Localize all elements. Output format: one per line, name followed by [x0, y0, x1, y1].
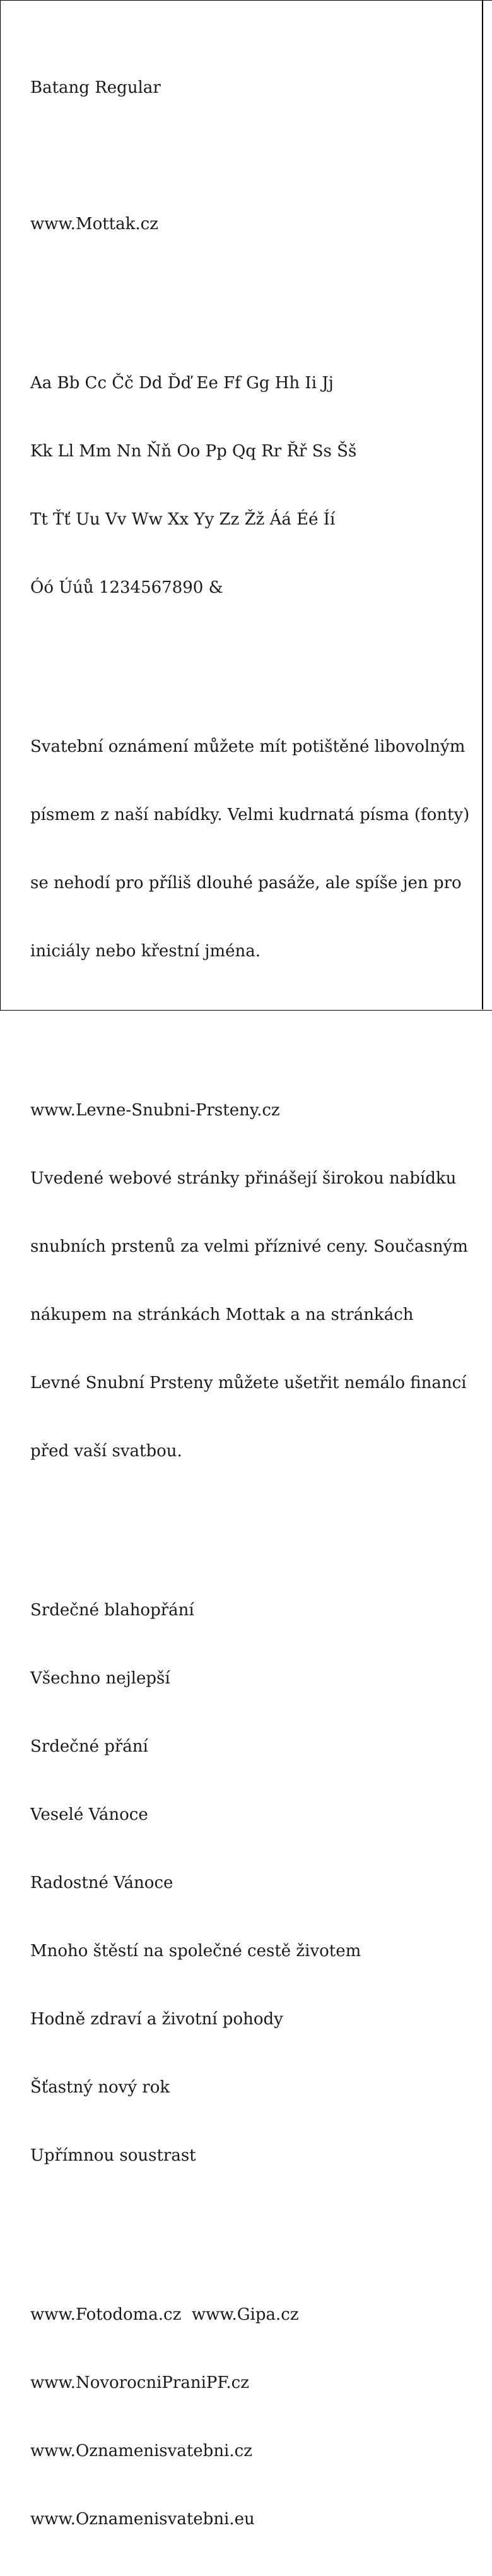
paragraph-line: písmem z naší nabídky. Velmi kudrnatá písma (fonty)	[30, 805, 470, 824]
paragraph-line: nákupem na stránkách Mottak a na stránkách	[30, 1305, 414, 1324]
link-line: www.Oznamenisvatebni.cz	[30, 2442, 252, 2460]
greeting-line: Všechno nejlepší	[30, 1669, 170, 1688]
link-line: www.NovorocniPraniPF.cz	[30, 2373, 249, 2392]
link-line: www.Fotodoma.cz www.Gipa.cz	[30, 2305, 299, 2324]
alphabet-line: Tt Ťť Uu Vv Ww Xx Yy Zz Žž Áá Éé Íí	[30, 510, 336, 529]
paragraph-line: se nehodí pro příliš dlouhé pasáže, ale spíše jen pro	[30, 874, 462, 893]
site-link: www.Mottak.cz	[30, 215, 158, 234]
greeting-line: Mnoho štěstí na společné cestě životem	[30, 1942, 361, 1961]
font-title: Batang Regular	[30, 78, 161, 97]
paragraph-line: Svatební oznámení můžete mít potištěné libovolným	[30, 737, 466, 756]
spacer	[30, 1508, 469, 1531]
greeting-line: Veselé Vánoce	[30, 1805, 148, 1824]
greeting-line: Radostné Vánoce	[30, 1873, 173, 1892]
paragraph-line: Levné Snubní Prsteny můžete ušetřit nemálo financí	[30, 1374, 467, 1392]
link-line: www.Oznamenisvatebni.eu	[30, 2510, 255, 2529]
spacer	[30, 2212, 469, 2235]
paragraph-line: Uvedené webové stránky přinášejí širokou nabídku	[30, 1169, 457, 1188]
spacer	[30, 1008, 469, 1031]
greeting-line: Upřímnou soustrast	[30, 2146, 196, 2165]
alphabet-line: Kk Ll Mm Nn Ňň Oo Pp Qq Rr Řř Ss Šš	[30, 442, 357, 461]
paragraph-line: iniciály nebo křestní jména.	[30, 942, 261, 961]
paragraph-line: www.Levne-Snubni-Prsteny.cz	[30, 1101, 280, 1120]
spacer	[30, 281, 469, 304]
greeting-line: Šťastný nový rok	[30, 2078, 170, 2097]
alphabet-line: Óó Úúů 1234567890 &	[30, 578, 223, 597]
greeting-line: Hodně zdraví a životní pohody	[30, 2010, 283, 2029]
specimen-text	[30, 31, 469, 2576]
alphabet-line: Aa Bb Cc Čč Dd Ďď Ee Ff Gg Hh Ii Jj	[30, 374, 334, 393]
greeting-line: Srdečné přání	[30, 1737, 148, 1756]
paragraph-line: před vaší svatbou.	[30, 1442, 182, 1461]
spacer	[30, 644, 469, 667]
paragraph-line: snubních prstenů za velmi příznivé ceny. Současným	[30, 1237, 468, 1256]
spacer	[30, 145, 469, 167]
page-frame	[1, 1, 483, 2529]
greeting-line: Srdečné blahopřání	[30, 1601, 194, 1620]
